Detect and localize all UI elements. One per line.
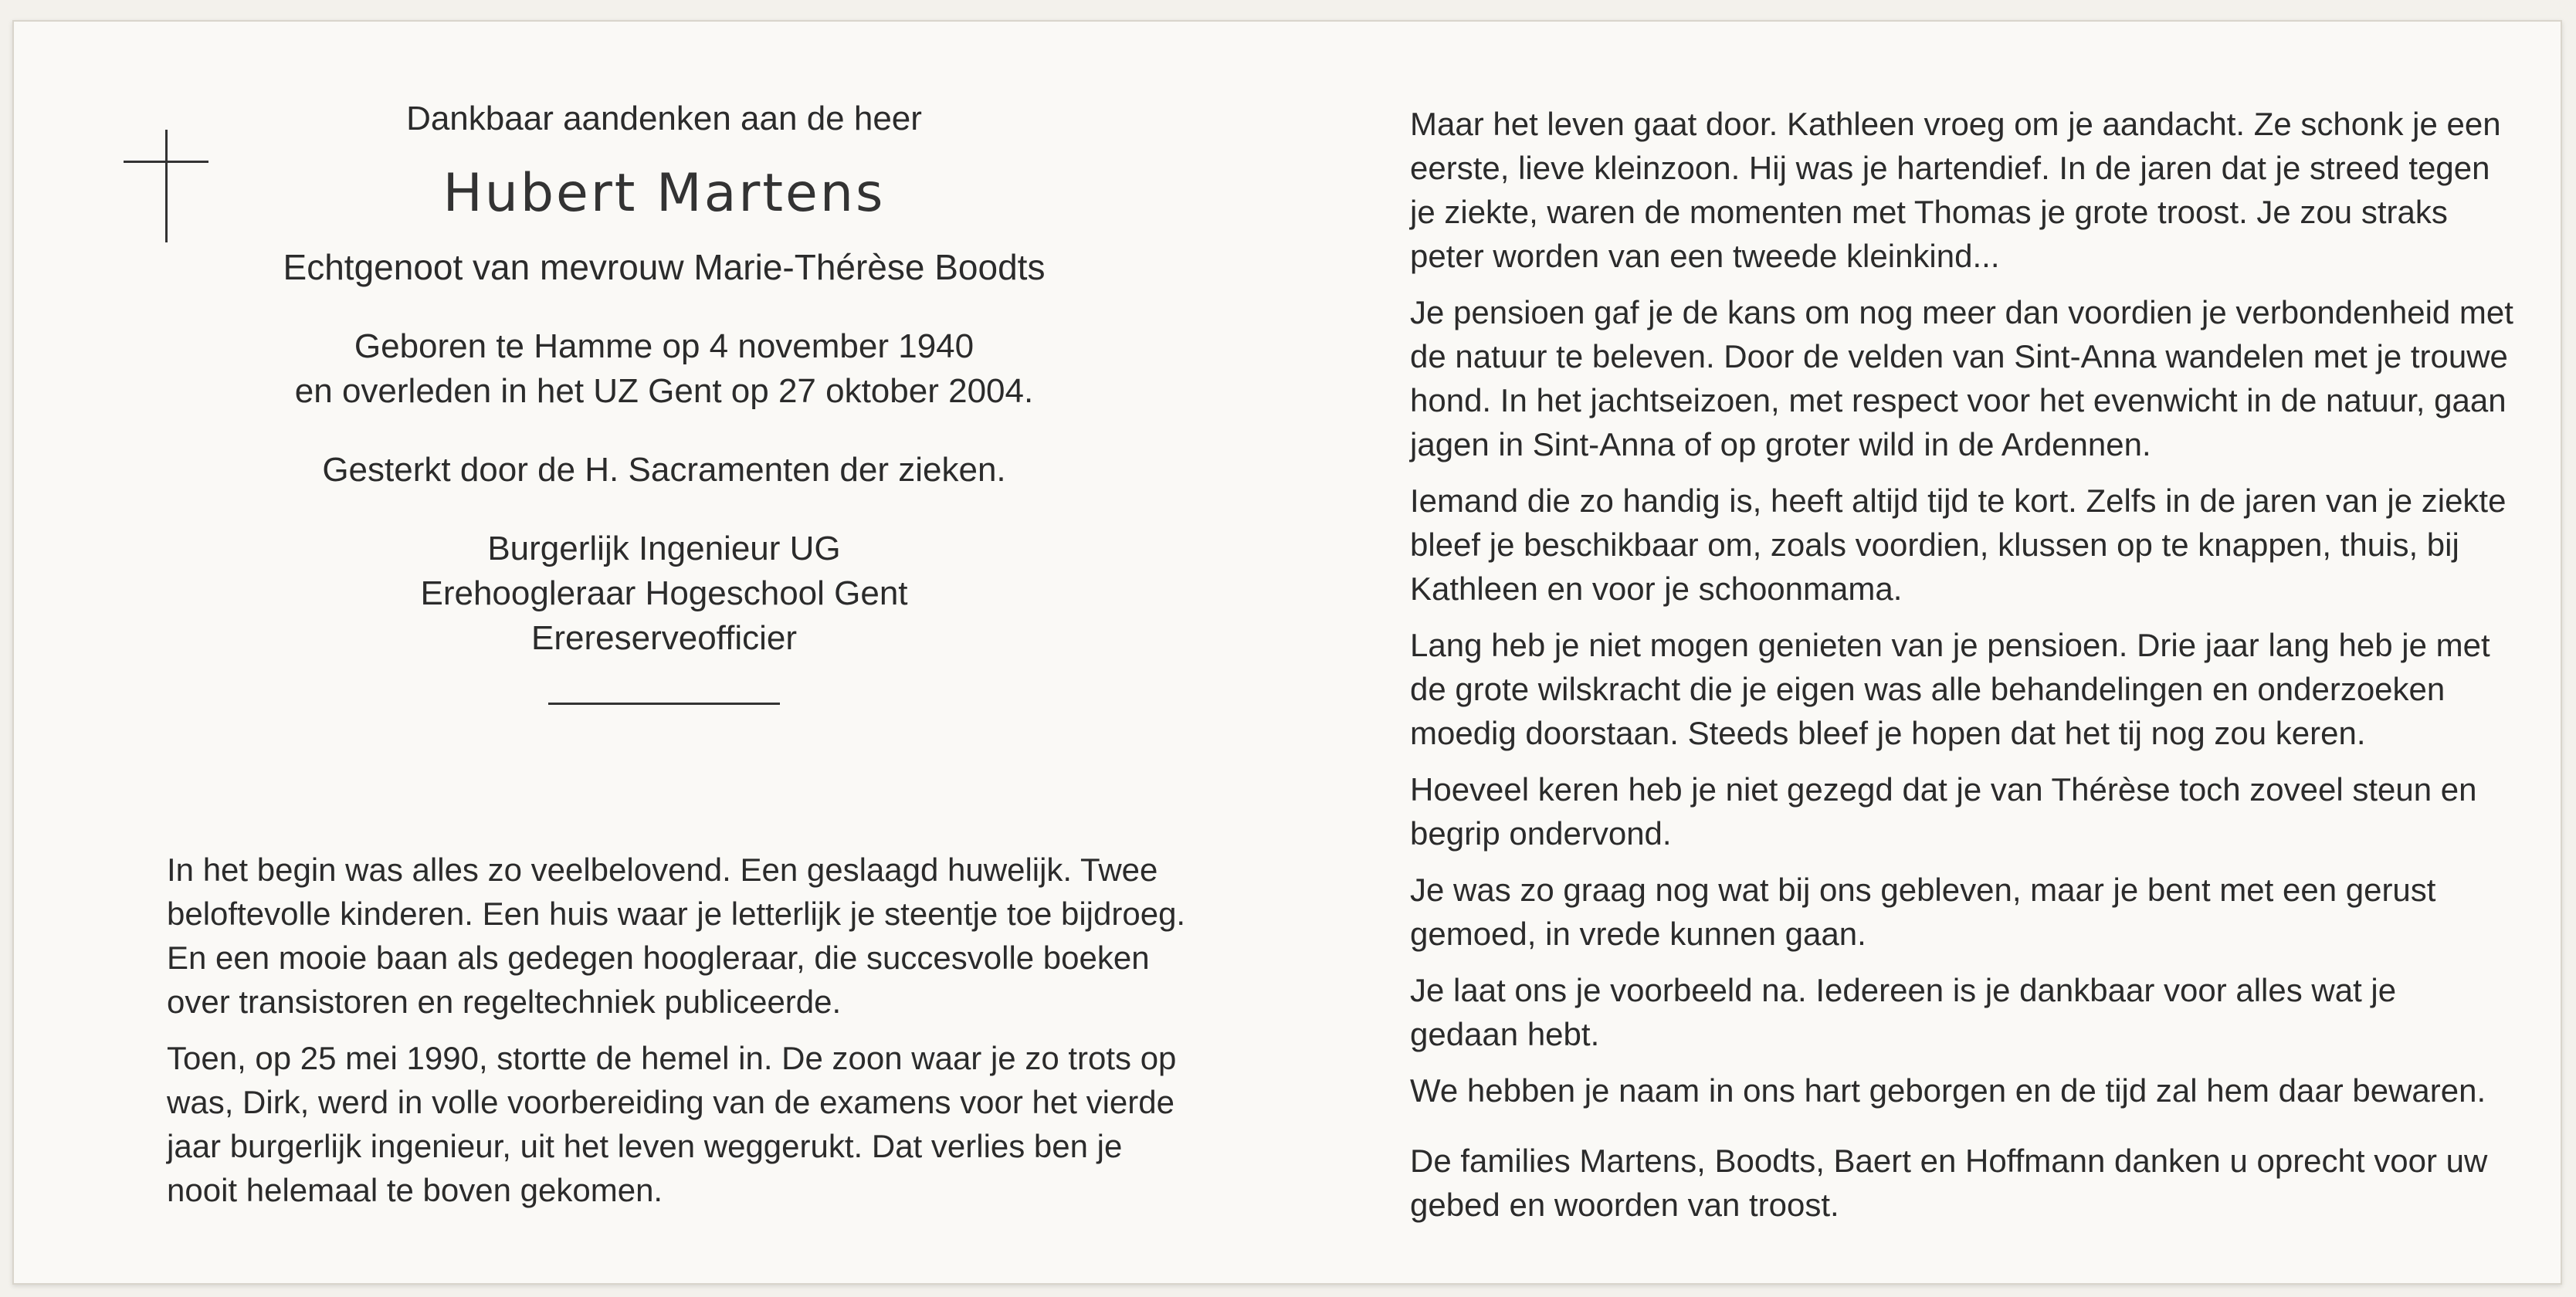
text-line: eerste, lieve kleinzoon. Hij was je hartendief. In de jaren dat je streed tegen bbox=[1410, 150, 2490, 186]
closing-paragraph bbox=[1410, 1139, 2488, 1227]
text-line: de grote wilskracht die je eigen was alle behandelingen en onderzoeken bbox=[1410, 671, 2446, 707]
text-line: nooit helemaal te boven gekomen. bbox=[167, 1172, 663, 1208]
paragraph bbox=[1410, 623, 2490, 755]
text-line: En een mooie baan als gedegen hoogleraar, die succesvolle boeken bbox=[167, 940, 1150, 976]
left-text-column bbox=[167, 848, 1186, 1224]
deceased-name: Hubert Martens bbox=[442, 163, 886, 224]
text-line: was, Dirk, werd in volle voorbereiding van de examens voor het vierde bbox=[167, 1084, 1174, 1120]
text-line: We hebben je naam in ons hart geborgen en de tijd zal hem daar bewaren. bbox=[1410, 1072, 2486, 1109]
paragraph bbox=[1410, 479, 2507, 611]
card-header bbox=[182, 96, 1146, 705]
text-line: Maar het leven gaat door. Kathleen vroeg om je aandacht. Ze schonk je een bbox=[1410, 106, 2501, 142]
text-line: Je laat ons je voorbeeld na. Iedereen is je dankbaar voor alles wat je bbox=[1410, 972, 2397, 1008]
paragraph bbox=[1410, 102, 2501, 278]
right-text-column bbox=[1410, 102, 2513, 1239]
text-line: bleef je beschikbaar om, zoals voordien, klussen op te knappen, thuis, bij bbox=[1410, 527, 2459, 563]
text-line: hond. In het jachtseizoen, met respect voor het evenwicht in de natuur, gaan bbox=[1410, 382, 2507, 418]
titles-block bbox=[182, 527, 1146, 661]
paragraph bbox=[167, 848, 1186, 1024]
paragraph bbox=[1410, 968, 2476, 1056]
paragraph bbox=[167, 1036, 1186, 1212]
title-line: Erehoogleraar Hogeschool Gent bbox=[420, 574, 908, 612]
title-line: Burgerlijk Ingenieur UG bbox=[487, 530, 841, 567]
text-line: Iemand die zo handig is, heeft altijd tijd te kort. Zelfs in de jaren van je ziekte bbox=[1410, 483, 2507, 519]
text-line: In het begin was alles zo veelbelovend. Een geslaagd huwelijk. Twee bbox=[167, 852, 1158, 888]
text-line: jaar burgerlijk ingenieur, uit het leven weggerukt. Dat verlies ben je bbox=[167, 1128, 1123, 1164]
text-line: Toen, op 25 mei 1990, stortte de hemel in. De zoon waar je zo trots op bbox=[167, 1040, 1177, 1076]
divider-line bbox=[548, 703, 780, 705]
birth-line: Geboren te Hamme op 4 november 1940 bbox=[354, 327, 974, 365]
text-line: gemoed, in vrede kunnen gaan. bbox=[1410, 916, 1866, 952]
paragraph bbox=[1410, 290, 2513, 466]
paragraph bbox=[1410, 1068, 2486, 1112]
text-line: peter worden van een tweede kleinkind... bbox=[1410, 238, 2000, 274]
text-line: jagen in Sint-Anna of op groter wild in de Ardennen. bbox=[1410, 426, 2151, 462]
text-line: begrip ondervond. bbox=[1410, 815, 1672, 852]
spouse-line: Echtgenoot van mevrouw Marie-Thérèse Boodts bbox=[283, 247, 1046, 287]
text-line: Je was zo graag nog wat bij ons gebleven, maar je bent met een gerust bbox=[1410, 872, 2436, 908]
birth-death-block bbox=[182, 324, 1146, 414]
text-line: beloftevolle kinderen. Een huis waar je letterlijk je steentje toe bijdroeg. bbox=[167, 896, 1186, 932]
sacrament-line: Gesterkt door de H. Sacramenten der zieken. bbox=[322, 451, 1006, 489]
paragraph bbox=[1410, 868, 2476, 956]
text-line: Lang heb je niet mogen genieten van je pensioen. Drie jaar lang heb je met bbox=[1410, 627, 2490, 663]
cross-vertical bbox=[165, 130, 168, 242]
text-line: De families Martens, Boodts, Baert en Hoffmann danken u oprecht voor uw bbox=[1410, 1143, 2488, 1179]
death-line: en overleden in het UZ Gent op 27 oktober 2004. bbox=[294, 372, 1034, 410]
intro-line: Dankbaar aandenken aan de heer bbox=[406, 100, 922, 137]
text-line: Kathleen en voor je schoonmama. bbox=[1410, 571, 1903, 607]
paragraph bbox=[1410, 767, 2476, 855]
title-line: Erereserveofficier bbox=[531, 619, 797, 657]
text-line: over transistoren en regeltechniek publiceerde. bbox=[167, 984, 842, 1020]
text-line: gebed en woorden van troost. bbox=[1410, 1187, 1839, 1223]
text-line: Je pensioen gaf je de kans om nog meer dan voordien je verbondenheid met bbox=[1410, 294, 2513, 330]
text-line: gedaan hebt. bbox=[1410, 1016, 1600, 1052]
text-line: de natuur te beleven. Door de velden van Sint-Anna wandelen met je trouwe bbox=[1410, 338, 2508, 374]
text-line: je ziekte, waren de momenten met Thomas je grote troost. Je zou straks bbox=[1410, 194, 2448, 230]
text-line: moedig doorstaan. Steeds bleef je hopen dat het tij nog zou keren. bbox=[1410, 715, 2366, 751]
text-line: Hoeveel keren heb je niet gezegd dat je van Thérèse toch zoveel steun en bbox=[1410, 771, 2477, 808]
